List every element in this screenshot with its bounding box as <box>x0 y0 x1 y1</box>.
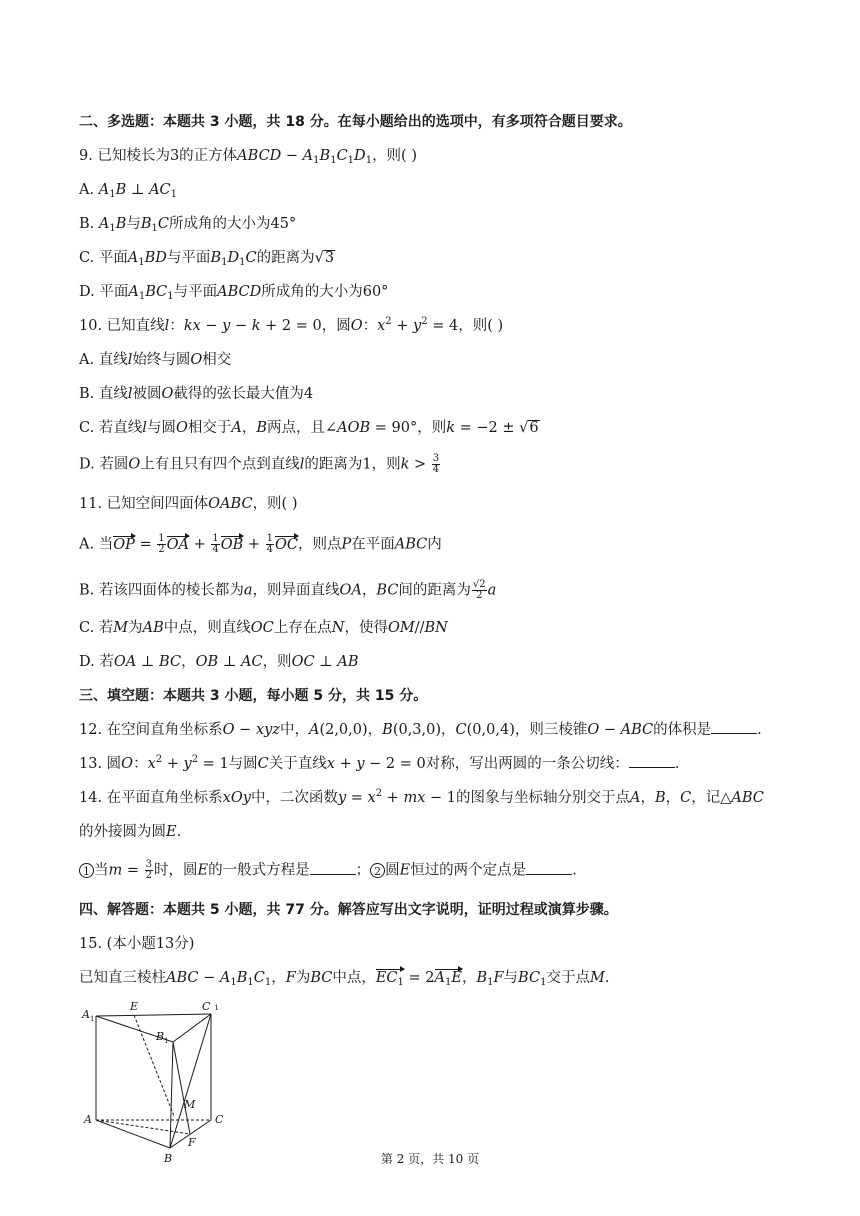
edge-a1-c1 <box>96 1014 211 1016</box>
question-10-option-d: D. 若圆O上有且只有四个点到直线l的距离为1，则k > $\frac{3}{4}$ <box>79 453 440 475</box>
label-a: A <box>84 1113 92 1126</box>
section-4-heading: 四、解答题：本题共 5 小题，共 77 分。解答应写出文字说明，证明过程或演算步骤。 <box>79 902 618 918</box>
section-2-heading: 二、多选题：本题共 3 小题，共 18 分。在每小题给出的选项中，有多项符合题目要求。 <box>79 114 632 130</box>
question-11-stem: 11. 已知空间四面体OABC，则( ) <box>79 496 298 512</box>
label-f: F <box>188 1136 196 1149</box>
label-c1: C 1 <box>202 1000 219 1013</box>
question-11-option-c: C. 若M为AB中点，则直线OC上存在点N，使得OM//BN <box>79 620 448 636</box>
label-a1: $A_1$ <box>82 1008 95 1023</box>
question-9-option-b: B. $A_1B$与$B_1C$所成角的大小为45° <box>79 216 297 234</box>
question-10-option-a: A. 直线l始终与圆O相交 <box>79 352 232 368</box>
question-15-stem: 已知直三棱柱ABC − $A_1B_1C_1$，F为BC中点，$EC_1 = 2A_1E$，$B_1F$与$BC_1$交于点M. <box>79 970 610 988</box>
question-12: 12. 在空间直角坐标系O − xyz中，A(2,0,0)，B(0,3,0)，C(0,0,4)，则三棱锥O − ABC的体积是 . <box>79 722 762 738</box>
section-3-heading: 三、填空题：本题共 3 小题，每小题 5 分，共 15 分。 <box>79 688 428 704</box>
label-c: C <box>215 1113 224 1126</box>
question-10-option-b: B. 直线l被圆O截得的弦长最大值为4 <box>79 386 314 402</box>
circled-number-2: 2 <box>370 863 385 878</box>
segment-a-f-hidden <box>96 1120 190 1134</box>
question-9-stem: 9. 已知棱长为3的正方体ABCD − $A_1B_1C_1D_1$，则( ) <box>79 148 417 166</box>
question-15-title: 15. (本小题13分) <box>79 936 195 952</box>
label-m: M <box>184 1098 196 1111</box>
label-b1: $B_1$ <box>156 1030 169 1045</box>
segment-b-c1 <box>170 1014 211 1148</box>
question-13: 13. 圆O：$x^2 + y^2 = 1$与圆C关于直线x + y − 2 = 0对称，写出两圆的一条公切线： . <box>79 754 680 772</box>
question-10-stem: 10. 已知直线l：kx − y − k + 2 = 0，圆O：$x^2 + y^2 = 4$，则( ) <box>79 316 504 334</box>
circled-number-1: 1 <box>79 863 94 878</box>
page-footer: 第 2 页，共 10 页 <box>380 1152 480 1166</box>
question-10-option-c: C. 若直线l与圆O相交于A，B两点，且∠AOB = 90°，则k = −2 ± √6 <box>79 420 539 436</box>
edge-b1-b <box>170 1042 173 1148</box>
question-14-subquestions: 1 当m = $\frac{3}{2}$ 时，圆E的一般式方程是 ； 2 圆E恒过的两个定点是 . <box>79 860 577 881</box>
label-b: B <box>164 1152 173 1165</box>
question-9-option-a: A. $A_1B$ ⊥ $AC_1$ <box>79 182 178 200</box>
question-11-option-d: D. 若OA ⊥ BC，OB ⊥ AC，则OC ⊥ AB <box>79 654 359 670</box>
edge-b1-c1 <box>173 1014 211 1042</box>
edge-a-b <box>96 1120 170 1148</box>
question-11-option-a: A. 当OP = $\frac{1}{2}$ OA + $\frac{1}{4}$ OB + $\frac{1}{4}$ OC，则点P在平面ABC内 <box>79 533 442 555</box>
question-14-stem-line2: 的外接圆为圆E. <box>79 824 182 840</box>
question-9-option-d: D. 平面$A_1BC_1$与平面ABCD所成角的大小为60° <box>79 284 389 302</box>
question-11-option-b: B. 若该四面体的棱长都为a，则异面直线OA，BC间的距离为 $\frac{√2}{2}$ a <box>79 579 497 601</box>
label-e: E <box>130 1000 139 1013</box>
prism-figure <box>78 996 238 1168</box>
segment-e-m-hidden <box>134 1015 174 1116</box>
question-14-stem: 14. 在平面直角坐标系xOy中，二次函数$y = x^2$ + mx − 1的图象与坐标轴分别交于点A，B，C，记△ABC <box>79 788 764 806</box>
question-9-option-c: C. 平面$A_1BD$与平面$B_1D_1C$的距离为√3 <box>79 250 335 268</box>
